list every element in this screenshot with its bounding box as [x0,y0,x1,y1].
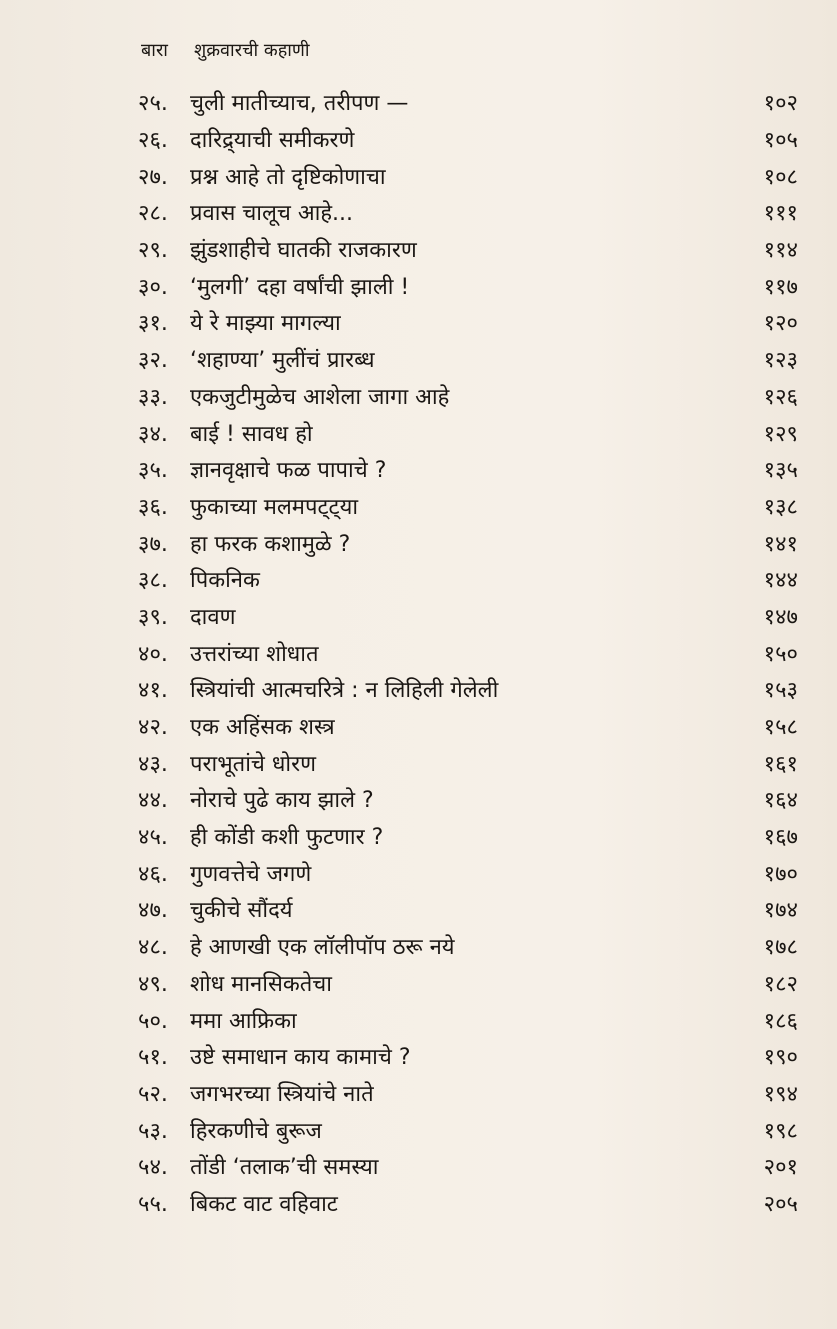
toc-entry [138,818,798,855]
entry-title: बिकट वाट वहिवाट [190,1191,338,1217]
entry-title: बाई ! सावध हो [190,421,313,447]
entry-page: १४७ [763,604,798,630]
entry-page: १७४ [763,898,798,924]
toc-entry [138,781,798,818]
toc-entry [138,267,798,304]
entry-title: ‘मुलगी’ दहा वर्षांची झाली ! [190,274,410,300]
entry-number: ३८. [138,568,168,594]
toc-entry [138,708,798,745]
entry-page: १८२ [763,971,798,997]
entry-page: २०५ [763,1191,798,1217]
entry-number: ४८. [138,935,168,961]
toc-entry [138,965,798,1002]
entry-page: २०१ [763,1155,798,1181]
entry-title: जगभरच्या स्त्रियांचे नाते [190,1081,374,1107]
entry-page: १९४ [763,1081,798,1107]
entry-page: १८६ [763,1008,798,1034]
entry-number: ३०. [138,274,168,300]
toc-entry [138,341,798,378]
entry-number: ५४. [138,1155,168,1181]
entry-title: प्रश्न आहे तो दृष्टिकोणाचा [190,164,386,190]
toc-entry [138,194,798,231]
toc-entry [138,1148,798,1185]
entry-page: १०२ [763,91,798,117]
entry-number: ४५. [138,825,168,851]
entry-title: ही कोंडी कशी फुटणार ? [190,825,384,851]
toc-entry [138,488,798,525]
entry-title: चुली मातीच्याच, तरीपण — [190,91,409,117]
entry-title: एक अहिंसक शस्त्र [190,715,335,741]
entry-number: ३२. [138,348,168,374]
toc-entry [138,671,798,708]
entry-title: तोंडी ‘तलाक’ची समस्या [190,1155,379,1181]
toc-entry [138,1038,798,1075]
entry-title: गुणवत्तेचे जगणे [190,861,312,887]
table-of-contents [138,84,798,1221]
entry-title: हे आणखी एक लॉलीपॉप ठरू नये [190,935,455,961]
entry-title: चुकीचे सौंदर्य [190,898,293,924]
entry-page: ११४ [763,238,798,264]
entry-number: ३१. [138,311,168,337]
entry-page: १५३ [763,678,798,704]
entry-page: १६१ [763,751,798,777]
entry-number: २९. [138,238,168,264]
entry-number: ३६. [138,494,168,520]
entry-page: १३८ [763,494,798,520]
entry-number: ५२. [138,1081,168,1107]
toc-entry [138,524,798,561]
toc-entry [138,378,798,415]
entry-number: २६. [138,128,168,154]
entry-title: हा फरक कशामुळे ? [190,531,351,557]
entry-page: १११ [763,201,798,227]
entry-page: १०५ [763,128,798,154]
entry-number: ३५. [138,458,168,484]
entry-number: ४६. [138,861,168,887]
entry-page: १६४ [763,788,798,814]
toc-entry [138,928,798,965]
entry-number: ४४. [138,788,168,814]
toc-entry [138,121,798,158]
toc-entry [138,231,798,268]
entry-number: ३९. [138,604,168,630]
entry-number: २८. [138,201,168,227]
toc-entry [138,598,798,635]
entry-title: फुकाच्या मलमपट्ट्या [190,494,359,520]
entry-title: दावण [190,604,236,630]
toc-entry [138,561,798,598]
entry-title: प्रवास चालूच आहे... [190,201,354,227]
entry-page: १३५ [763,458,798,484]
entry-title: नोराचे पुढे काय झाले ? [190,788,374,814]
entry-page: १९० [763,1045,798,1071]
entry-number: ४७. [138,898,168,924]
entry-title: पिकनिक [190,568,260,594]
entry-page: १४४ [763,568,798,594]
entry-page: १५८ [763,715,798,741]
toc-entry [138,451,798,488]
entry-number: ३७. [138,531,168,557]
entry-page: १२३ [763,348,798,374]
toc-entry [138,1001,798,1038]
entry-page: १७८ [763,935,798,961]
entry-title: हिरकणीचे बुरूज [190,1118,322,1144]
entry-title: उत्तरांच्या शोधात [190,641,319,667]
entry-title: ‘शहाण्या’ मुलींचं प्रारब्ध [190,348,375,374]
entry-number: २५. [138,91,168,117]
entry-number: ३३. [138,384,168,410]
entry-page: १२० [763,311,798,337]
toc-entry [138,891,798,928]
toc-entry [138,744,798,781]
running-header [141,38,310,62]
entry-title: शोध मानसिकतेचा [190,971,332,997]
entry-number: २७. [138,164,168,190]
entry-page: १४१ [763,531,798,557]
entry-title: उष्टे समाधान काय कामाचे ? [190,1045,411,1071]
toc-entry [138,634,798,671]
entry-number: ४१. [138,678,168,704]
entry-title: ज्ञानवृक्षाचे फळ पापाचे ? [190,458,387,484]
entry-number: ५३. [138,1118,168,1144]
toc-entry [138,1111,798,1148]
toc-entry [138,304,798,341]
entry-title: स्त्रियांची आत्मचरित्रे : न लिहिली गेलेली [190,678,499,704]
entry-title: दारिद्र्याची समीकरणे [190,128,355,154]
entry-title: झुंडशाहीचे घातकी राजकारण [190,238,417,264]
entry-title: ये रे माझ्या मागल्या [190,311,341,337]
entry-number: ४३. [138,751,168,777]
entry-number: ३४. [138,421,168,447]
toc-entry [138,414,798,451]
toc-entry [138,854,798,891]
page-label: बारा [141,40,168,61]
toc-entry [138,157,798,194]
entry-title: एकजुटीमुळेच आशेला जागा आहे [190,384,450,410]
entry-page: १२६ [763,384,798,410]
entry-page: १५० [763,641,798,667]
toc-entry [138,1075,798,1112]
entry-title: पराभूतांचे धोरण [190,751,316,777]
entry-number: ४२. [138,715,168,741]
entry-page: १२९ [763,421,798,447]
entry-page: १७० [763,861,798,887]
entry-number: ५५. [138,1191,168,1217]
entry-number: ५१. [138,1045,168,1071]
entry-page: १६७ [763,825,798,851]
entry-page: १९८ [763,1118,798,1144]
entry-number: ४९. [138,971,168,997]
entry-number: ५०. [138,1008,168,1034]
toc-entry [138,84,798,121]
book-title: शुक्रवारची कहाणी [193,40,310,61]
toc-entry [138,1185,798,1222]
entry-title: ममा आफ्रिका [190,1008,297,1034]
entry-page: ११७ [763,274,798,300]
entry-number: ४०. [138,641,168,667]
entry-page: १०८ [763,164,798,190]
